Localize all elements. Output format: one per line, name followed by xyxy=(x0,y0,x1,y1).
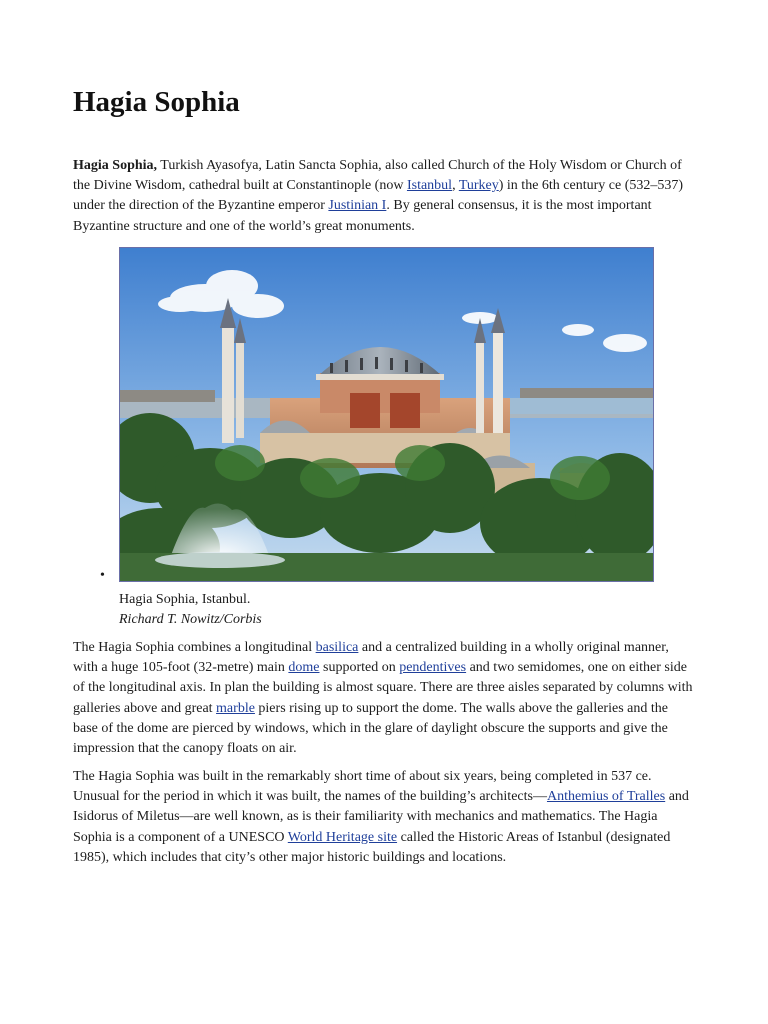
intro-text-1: Turkish Ayasofya, Latin Sancta Sophia, also called Church of the Holy Wisdom or Church of the Divine Wisdom, cathedral built at Constantinople (now xyxy=(73,158,682,194)
page-title: Hagia Sophia xyxy=(73,86,240,118)
caption-text: Hagia Sophia, Istanbul. xyxy=(119,592,251,607)
link-world-heritage-site[interactable]: World Heritage site xyxy=(287,829,398,845)
intro-bold-term: Hagia Sophia, xyxy=(73,158,158,173)
p2-text-2: and a centralized building in a wholly original manner, with a huge 105-foot (32-metre) main xyxy=(73,640,669,676)
p2-text-5: piers rising up to support the dome. The walls above the galleries and the base of the dome are pierced by windows, which in the glare of daylight obscure the supports and give the impression that the canopy floats on air. xyxy=(73,700,668,757)
p2-text-3: supported on xyxy=(319,660,400,676)
p3-text-1: The Hagia Sophia was built in the remarkably short time of about six years, being completed in 537 ce. Unusual for the period in which it was built, the names of the building’s architects— xyxy=(73,769,652,805)
link-marble[interactable]: marble xyxy=(216,700,255,716)
link-pendentives[interactable]: pendentives xyxy=(399,660,467,676)
link-istanbul[interactable]: Istanbul xyxy=(406,178,453,194)
photo-credit: Richard T. Nowitz/Corbis xyxy=(119,612,262,627)
p2-text-4: and two semidomes, one on either side of the longitudinal axis. In plan the building is almost square. There are three aisles separated by columns with galleries above and great xyxy=(73,660,693,716)
hagia-sophia-photo xyxy=(119,247,654,582)
intro-text-4: . By general consensus, it is the most important Byzantine structure and one of the world’s great monuments. xyxy=(73,198,652,234)
intro-text-3: ) in the 6th century ce (532–537) under the direction of the Byzantine emperor xyxy=(73,178,684,214)
body-paragraph-3 xyxy=(73,767,695,868)
link-turkey[interactable]: Turkey xyxy=(458,178,499,194)
link-justinian[interactable]: Justinian I xyxy=(328,198,387,214)
link-basilica[interactable]: basilica xyxy=(315,640,359,655)
p3-text-2: and Isidorus of Miletus—are well known, as is their familiarity with mechanics and mathematics. The Hagia Sophia is a component of a UNESCO xyxy=(73,789,689,845)
intro-text-2: , xyxy=(452,178,459,194)
list-bullet: • xyxy=(100,568,105,583)
link-dome[interactable]: dome xyxy=(288,660,320,676)
body-paragraph-2 xyxy=(73,638,695,759)
p3-text-3: called the Historic Areas of Istanbul (designated 1985), which includes that city’s other major historic buildings and locations. xyxy=(73,829,671,865)
figure-caption xyxy=(119,590,262,630)
link-anthemius[interactable]: Anthemius of Tralles xyxy=(546,789,666,805)
intro-paragraph xyxy=(73,156,695,237)
p2-text-1: The Hagia Sophia combines a longitudinal xyxy=(73,640,316,655)
